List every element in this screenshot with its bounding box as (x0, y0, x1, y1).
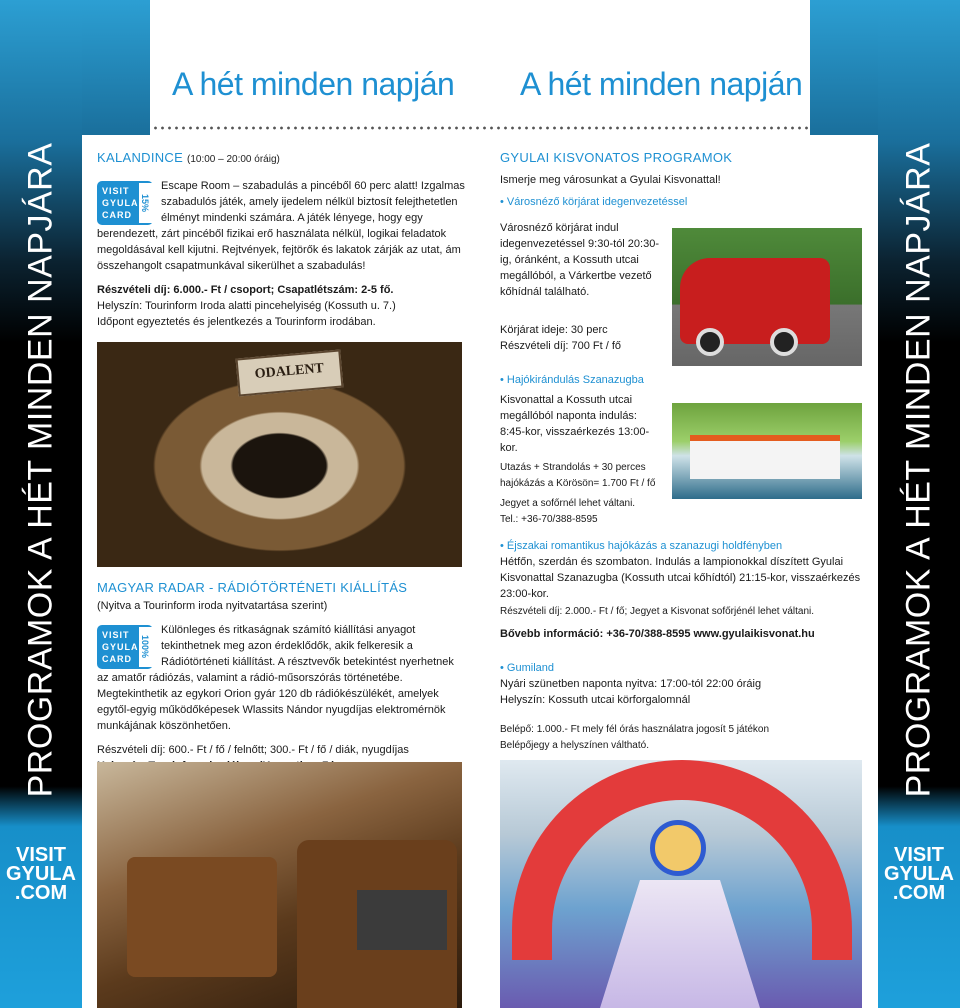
boat-photo (672, 403, 862, 499)
hajo-ticket: Jegyet a sofőrnél lehet váltani. (500, 498, 636, 509)
radar-description: Különleges és ritkaságnak számító kiállítási anyagot tekinthetnek meg azon érdeklődők, akik felkeresik a Rádiótörténeti kiállítást. A résztvevők betekintést nyerhetnek az amatőr rádiózás, valamint a rádió-műsorszórás történetébe. Megtekinthetik az egykori Orion gyár 120 db rádiókészülékét, amelyek egytől-egyig működőképesek Wlassits Nándor nyugdíjas elektromérnök munkájának köszönhetően. (97, 624, 454, 732)
left-sidebar (0, 0, 82, 1008)
varosnezo-time: Körjárat ideje: 30 perc (500, 324, 608, 336)
hajo-combo: Utazás + Strandolás + 30 perces hajókázás a Körösön= 1.700 Ft / fő (500, 462, 656, 489)
visitgyula-logo-left: VISIT GYULA .COM (6, 844, 76, 904)
visitgyula-card-badge-2: VISIT GYULA CARD 100% (97, 625, 153, 669)
varosnezo-title: • Városnéző körjárat idegenvezetéssel (500, 196, 688, 208)
visitgyula-logo-right: VISIT GYULA .COM (884, 844, 954, 904)
ejszakai-text: Hétfőn, szerdán és szombaton. Indulás a lampionokkal díszített Gyulai Kisvonattal Szanazugba (Kossuth utcai kőhídtól) 21:15-kor, visszaérkezés 23:00-kor. (500, 556, 861, 600)
radar-fee: Részvételi díj: 600.- Ft / fő / felnőtt; 300.- Ft / fő / diák, nyugdíjas (97, 744, 409, 756)
radar-subtitle: (Nyitva a Tourinform iroda nyitvatartása szerint) (97, 600, 328, 612)
gumiland-hours: Nyári szünetben naponta nyitva: 17:00-tól 22:00 óráig (500, 678, 762, 690)
hajo-tel: Tel.: +36-70/388-8595 (500, 514, 598, 525)
visitgyula-card-badge: VISIT GYULA CARD 15% (97, 181, 153, 225)
kalandince-booking: Időpont egyeztetés és jelentkezés a Tourinform irodában. (97, 316, 376, 328)
gumiland-place: Helyszín: Kossuth utcai körforgalomnál (500, 694, 691, 706)
gumiland-ticket: Belépőjegy a helyszínen váltható. (500, 740, 649, 751)
radar-body (97, 622, 465, 734)
right-side-title: PROGRAMOK A HÉT MINDEN NAPJÁRA (899, 142, 938, 798)
kalandince-fee: Részvételi díj: 6.000.- Ft / csoport; Csapatlétszám: 2-5 fő. (97, 284, 394, 296)
kalandince-body (97, 178, 465, 274)
gyulai-title: GYULAI KISVONATOS PROGRAMOK (500, 150, 733, 165)
page-heading-left: A hét minden napján (172, 66, 455, 102)
hajo-text: Kisvonattal a Kossuth utcai megállóból naponta indulás: 8:45-kor, visszaérkezés 13:00-kor. (500, 394, 650, 454)
gyulai-intro: Ismerje meg városunkat a Gyulai Kisvonattal! (500, 174, 721, 186)
radio-set-small (127, 857, 277, 977)
clown-figure (650, 820, 706, 876)
page-heading-right: A hét minden napján (520, 66, 803, 102)
kalandince-title: KALANDINCE (10:00 – 20:00 óráig) (97, 150, 280, 165)
radio-set-large (297, 840, 457, 1008)
left-column (97, 150, 465, 330)
radio-photo (97, 762, 462, 1008)
bouncy-castle-photo (500, 760, 862, 1008)
odalent-sign: ODALENT (236, 349, 344, 396)
dotted-divider (152, 126, 808, 130)
varosnezo-text: Városnéző körjárat indul idegenvezetéssel 9:30-tól 20:30-ig, óránként, a Kossuth utcai megállóból, a Várkertbe vezető kőhídnál található. (500, 222, 659, 298)
train-photo (672, 228, 862, 366)
right-sidebar (878, 0, 960, 1008)
radar-section (97, 580, 465, 774)
gumiland-fee: Belépő: 1.000.- Ft mely fél órás használatra jogosít 5 játékon (500, 724, 770, 735)
varosnezo-fee: Részvételi díj: 700 Ft / fő (500, 340, 622, 352)
ejszakai-info: Bővebb információ: +36-70/388-8595 www.gyulaikisvonat.hu (500, 628, 815, 640)
left-side-title: PROGRAMOK A HÉT MINDEN NAPJÁRA (21, 142, 60, 798)
ejszakai-title: • Éjszakai romantikus hajókázás a szanazugi holdfényben (500, 540, 783, 552)
cellar-photo (97, 342, 462, 567)
kalandince-description: Escape Room – szabadulás a pincéből 60 perc alatt! Izgalmas szabadulós játék, amely ijedelem nélkül biztosít felejthetetlen élményt mindenki számára. A játék lényege, hogy egy berendezett, zárt pincéből fizikai erő használata nélkül, logikai feladatok megoldásával kell kijutni. Rejtvények, fejtörők és lakatok zárják az utat, ám összehangolt csapatmunkával sikerülhet a szabadulás! (97, 180, 465, 272)
radar-title: MAGYAR RADAR - RÁDIÓTÖRTÉNETI KIÁLLÍTÁS (97, 580, 408, 595)
kalandince-place: Helyszín: Tourinform Iroda alatti pincehelyiség (Kossuth u. 7.) (97, 300, 396, 312)
top-accent-right (810, 0, 878, 135)
hajo-title: • Hajókirándulás Szanazugba (500, 374, 644, 386)
gumiland-title: • Gumiland (500, 662, 554, 674)
ejszakai-fee: Részvételi díj: 2.000.- Ft / fő; Jegyet a Kisvonat sofőrjénél lehet váltani. (500, 606, 815, 617)
top-accent-left (82, 0, 150, 135)
